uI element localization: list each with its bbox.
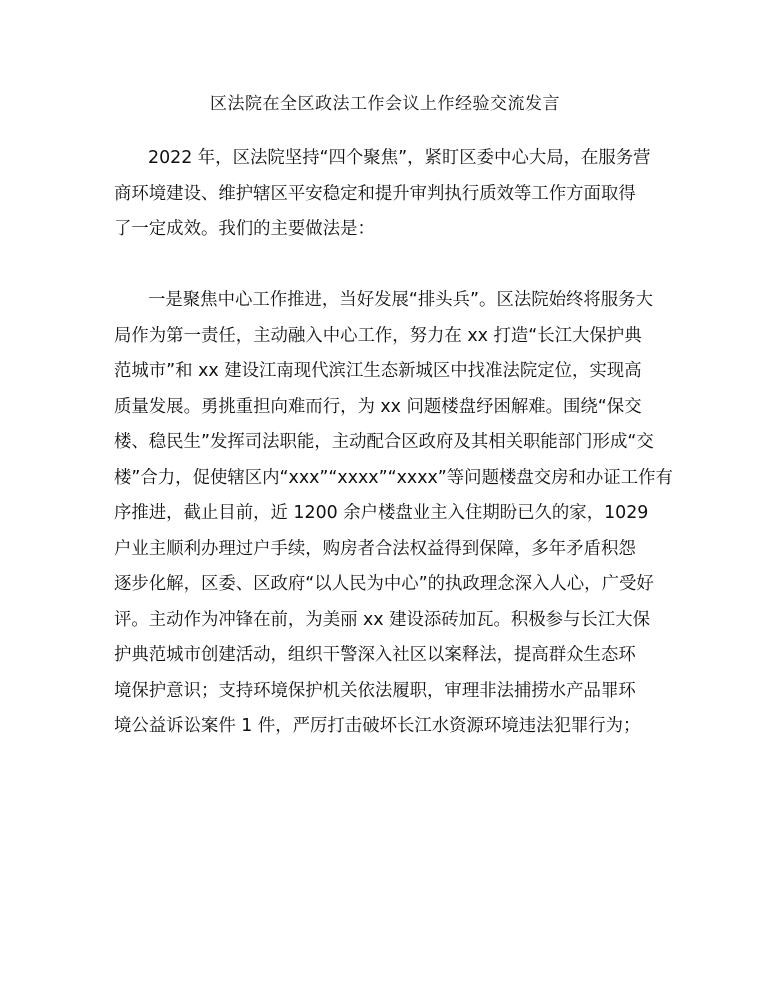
paragraph-line: 境公益诉讼案件 1 件，严厉打击破坏长江水资源环境违法犯罪行为；	[114, 716, 641, 736]
paragraph-line: 范城市”和 xx 建设江南现代滨江生态新城区中找准法院定位，实现高	[114, 361, 642, 381]
paragraph-line: 局作为第一责任，主动融入中心工作，努力在 xx 打造“长江大保护典	[114, 325, 642, 346]
paragraph-line: 楼、稳民生”发挥司法职能，主动配合区政府及其相关职能部门形成“交	[114, 432, 654, 452]
paragraph-line: 境保护意识；支持环境保护机关依法履职，审理非法捕捞水产品罪环	[114, 680, 636, 701]
paragraph-line: 护典范城市创建活动，组织干警深入社区以案释法，提高群众生态环	[114, 645, 636, 665]
paragraph-line: 2022 年，区法院坚持“四个聚焦”，紧盯区委中心大局，在服务营	[148, 148, 651, 168]
paragraph-line: 序推进，截止目前，近 1200 余户楼盘业主入住期盼已久的家，1029	[114, 503, 649, 523]
document-title: 区法院在全区政法工作会议上作经验交流发言	[210, 94, 560, 114]
paragraph-line: 了一定成效。我们的主要做法是：	[114, 219, 375, 239]
paragraph-line: 商环境建设、维护辖区平安稳定和提升审判执行质效等工作方面取得	[114, 183, 636, 204]
paragraph-intro	[114, 141, 659, 248]
paragraph-line: 质量发展。勇挑重担向难而行，为 xx 问题楼盘纾困解难。围绕“保交	[114, 396, 642, 417]
paragraph-line: 楼”合力，促使辖区内“xxx”“xxxx”“xxxx”等问题楼盘交房和办证工作有	[114, 467, 673, 488]
paragraph-line: 户业主顺利办理过户手续，购房者合法权益得到保障，多年矛盾积怨	[114, 538, 636, 559]
paragraph-focus-one	[114, 283, 673, 745]
paragraph-line: 一是聚焦中心工作推进，当好发展“排头兵”。区法院始终将服务大	[148, 290, 653, 310]
paragraph-line: 逐步化解，区委、区政府“以人民为中心”的执政理念深入人心，广受好	[114, 574, 654, 594]
paragraph-line: 评。主动作为冲锋在前，为美丽 xx 建设添砖加瓦。积极参与长江大保	[114, 609, 650, 630]
